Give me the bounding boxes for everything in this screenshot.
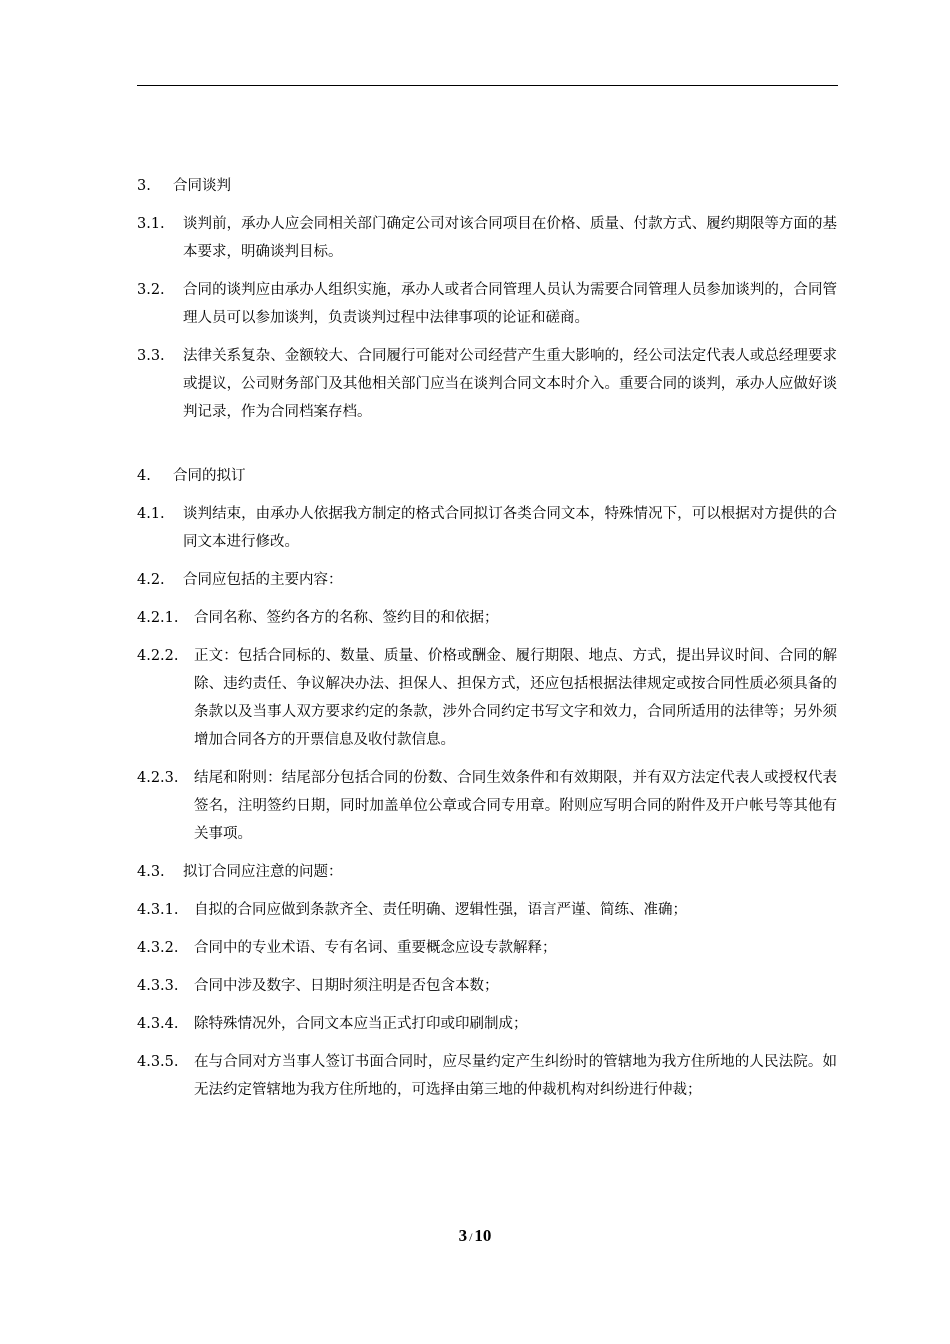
clause-number: 4.3.1. <box>137 902 179 918</box>
section-heading <box>137 172 837 200</box>
clause-text: 正文：包括合同标的、数量、质量、价格或酬金、履行期限、地点、方式，提出异议时间、合同的解除、违约责任、争议解决办法、担保人、担保方式，还应包括根据法律规定或按合同性质必须具备的条款以及当事人双方要求约定的条款，涉外合同约定书写文字和效力，合同所适用的法律等；另外须增加合同各方的开票信息及收付款信息。 <box>194 648 837 748</box>
section-title: 合同的拟订 <box>173 468 246 484</box>
clause-text: 合同名称、签约各方的名称、签约目的和依据； <box>194 610 499 626</box>
clause-item <box>137 1010 837 1038</box>
clause-number: 4.2.2. <box>137 648 179 664</box>
clause-text: 合同的谈判应由承办人组织实施，承办人或者合同管理人员认为需要合同管理人员参加谈判的，合同管理人员可以参加谈判，负责谈判过程中法律事项的论证和磋商。 <box>183 282 837 326</box>
clause-number: 4.2.3. <box>137 770 179 786</box>
clause-text: 谈判前，承办人应会同相关部门确定公司对该合同项目在价格、质量、付款方式、履约期限等方面的基本要求，明确谈判目标。 <box>183 216 837 260</box>
section-heading <box>137 462 837 490</box>
clause-text: 结尾和附则：结尾部分包括合同的份数、合同生效条件和有效期限，并有双方法定代表人或授权代表签名，注明签约日期，同时加盖单位公章或合同专用章。附则应写明合同的附件及开户帐号等其他有关事项。 <box>194 770 837 842</box>
current-page: 3 <box>458 1226 468 1245</box>
clause-number: 4.3.2. <box>137 940 179 956</box>
clause-number: 3.1. <box>137 216 165 232</box>
document-body <box>137 172 837 1114</box>
page-number <box>0 1226 950 1246</box>
clause-item <box>137 896 837 924</box>
clause-number: 4.3. <box>137 864 165 880</box>
clause-item <box>137 642 837 754</box>
clause-item <box>137 276 837 332</box>
clause-number: 4.3.3. <box>137 978 179 994</box>
clause-text: 除特殊情况外，合同文本应当正式打印或印刷制成； <box>194 1016 528 1032</box>
section-number: 3. <box>137 178 151 194</box>
clause-item <box>137 764 837 848</box>
clause-number: 4.3.4. <box>137 1016 179 1032</box>
clause-item <box>137 934 837 962</box>
clause-text: 自拟的合同应做到条款齐全、责任明确、逻辑性强，语言严谨、简练、准确； <box>194 902 687 918</box>
header-rule <box>137 85 838 86</box>
clause-item <box>137 972 837 1000</box>
clause-text: 谈判结束，由承办人依据我方制定的格式合同拟订各类合同文本，特殊情况下，可以根据对方提供的合同文本进行修改。 <box>183 506 837 550</box>
clause-item <box>137 604 837 632</box>
section-title: 合同谈判 <box>173 178 231 194</box>
clause-item <box>137 342 837 426</box>
section-gap <box>137 436 837 462</box>
clause-number: 4.3.5. <box>137 1054 179 1070</box>
clause-text: 合同应包括的主要内容： <box>183 572 343 588</box>
clause-text: 合同中的专业术语、专有名词、重要概念应设专款解释； <box>194 940 557 956</box>
section-number: 4. <box>137 468 151 484</box>
clause-text: 法律关系复杂、金额较大、合同履行可能对公司经营产生重大影响的，经公司法定代表人或总经理要求或提议，公司财务部门及其他相关部门应当在谈判合同文本时介入。重要合同的谈判，承办人应做好谈判记录，作为合同档案存档。 <box>183 348 837 420</box>
clause-number: 3.3. <box>137 348 165 364</box>
total-pages: 10 <box>474 1226 492 1245</box>
clause-number: 4.1. <box>137 506 165 522</box>
clause-number: 4.2. <box>137 572 165 588</box>
page-separator: / <box>469 1230 473 1244</box>
clause-item <box>137 1048 837 1104</box>
clause-item <box>137 210 837 266</box>
clause-item <box>137 858 837 886</box>
clause-item <box>137 500 837 556</box>
clause-text: 在与合同对方当事人签订书面合同时，应尽量约定产生纠纷时的管辖地为我方住所地的人民法院。如无法约定管辖地为我方住所地的，可选择由第三地的仲裁机构对纠纷进行仲裁； <box>194 1054 837 1098</box>
clause-number: 4.2.1. <box>137 610 179 626</box>
clause-text: 拟订合同应注意的问题： <box>183 864 343 880</box>
clause-text: 合同中涉及数字、日期时须注明是否包含本数； <box>194 978 499 994</box>
clause-number: 3.2. <box>137 282 165 298</box>
clause-item <box>137 566 837 594</box>
